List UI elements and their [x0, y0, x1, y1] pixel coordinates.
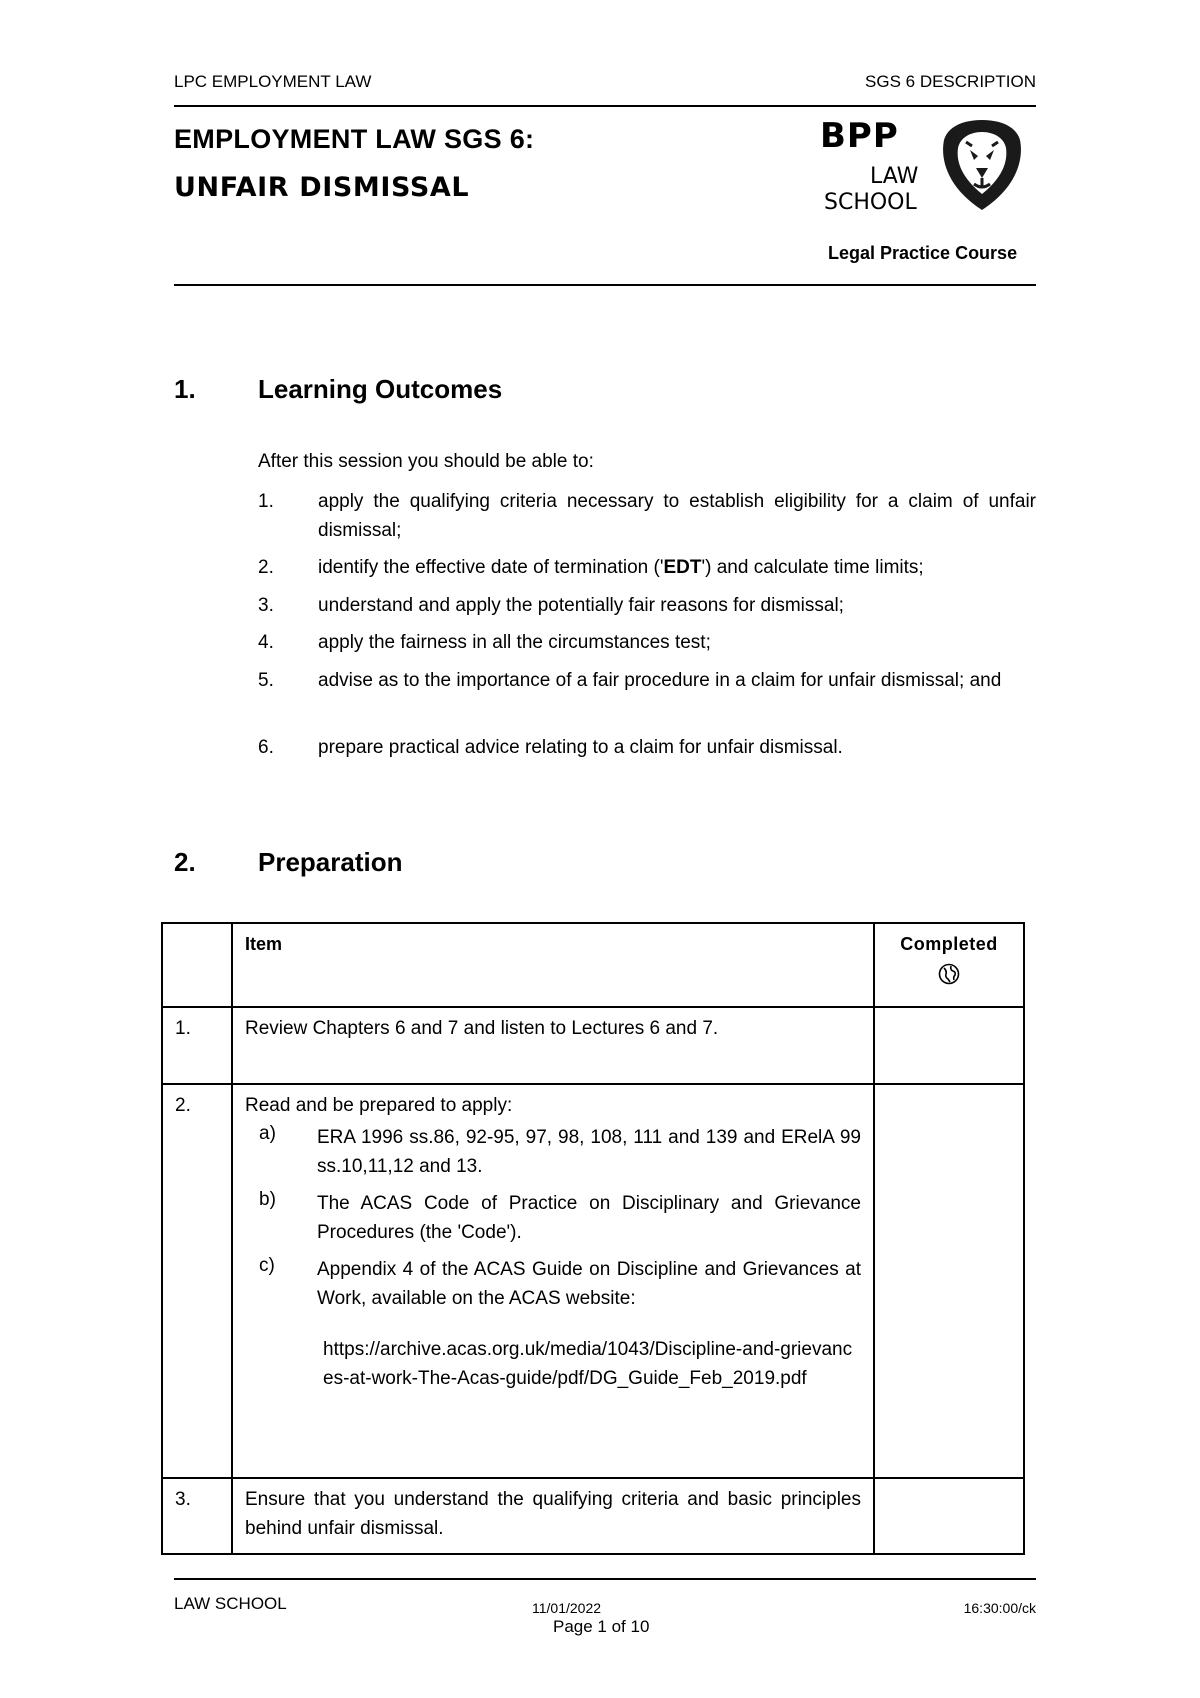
row-number: 1.: [175, 1018, 191, 1039]
sub-item: [245, 1123, 861, 1181]
preparation-table: [161, 922, 1025, 1555]
table-row: [162, 1084, 1024, 1478]
sub-item: [245, 1255, 861, 1313]
row-completed-cell[interactable]: [874, 1007, 1024, 1084]
section-1-number: 1.: [174, 374, 196, 404]
footer-date: 11/01/2022: [532, 1600, 602, 1616]
learning-outcome-number: 6.: [258, 737, 274, 758]
page-number: Page 1 of 10: [553, 1617, 650, 1636]
sub-item-label: a): [259, 1123, 276, 1144]
row-item-text: Read and be prepared to apply:: [245, 1095, 513, 1116]
column-header-completed: Completed: [900, 934, 998, 954]
row-item-cell: [232, 1478, 874, 1554]
header-rule: [174, 105, 1036, 107]
text-run: ') and calculate time limits;: [701, 557, 924, 578]
footer-rule: [174, 1578, 1036, 1580]
logo-law: LAW: [870, 164, 919, 189]
text-run: identify the effective date of termination (': [318, 557, 664, 578]
row-number: 2.: [175, 1095, 191, 1116]
learning-outcome-text: apply the fairness in all the circumstances test;: [318, 632, 711, 653]
row-completed-cell[interactable]: [874, 1478, 1024, 1554]
section-2-number: 2.: [174, 847, 196, 877]
footer-left: LAW SCHOOL: [174, 1594, 287, 1613]
running-header-left: LPC EMPLOYMENT LAW: [174, 72, 372, 91]
footer-code: 16:30:00/ck: [963, 1600, 1036, 1616]
bpp-logo: [820, 116, 1030, 216]
learning-outcomes-intro: After this session you should be able to:: [258, 451, 594, 472]
sub-item-text: Appendix 4 of the ACAS Guide on Discipline and Grievances at Work, available on the ACAS website:: [317, 1259, 861, 1309]
learning-outcome-text: apply the qualifying criteria necessary to establish eligibility for a claim of unfair dismissal;: [318, 491, 1036, 541]
logo-brand: BPP: [820, 116, 899, 156]
sub-item: [245, 1189, 861, 1247]
learning-outcome-number: 5.: [258, 670, 274, 691]
globe-icon: [875, 963, 1023, 991]
table-row: [162, 1478, 1024, 1554]
row-item-cell: [232, 1007, 874, 1084]
learning-outcome-item: [258, 553, 1036, 582]
learning-outcome-item: [258, 591, 1036, 620]
table-header-row: [162, 923, 1024, 1007]
table-header-num-cell: [162, 923, 232, 1007]
document-title-line2: UNFAIR DISMISSAL: [174, 172, 470, 203]
acas-guide-link[interactable]: https://archive.acas.org.uk/media/1043/Discipline-and-grievances-at-work-The-Acas-guide/pdf/DG_Guide_Feb_2019.pdf: [323, 1339, 853, 1389]
row-number: 3.: [175, 1489, 191, 1510]
sub-item-text: The ACAS Code of Practice on Disciplinary and Grievance Procedures (the 'Code').: [317, 1193, 861, 1243]
course-label: Legal Practice Course: [828, 243, 1018, 263]
learning-outcome-text: [318, 553, 1036, 582]
table-header-completed-cell: [874, 923, 1024, 1007]
document-title-line1: EMPLOYMENT LAW SGS 6:: [174, 124, 535, 154]
column-header-item: Item: [245, 934, 283, 954]
row-item-text: Ensure that you understand the qualifying criteria and basic principles behind unfair dismissal.: [245, 1489, 861, 1539]
learning-outcome-item: [258, 733, 1036, 762]
learning-outcome-number: 2.: [258, 557, 274, 578]
title-rule: [174, 284, 1036, 286]
learning-outcome-item: [258, 487, 1036, 545]
row-number-cell: [162, 1007, 232, 1084]
learning-outcome-text: prepare practical advice relating to a claim for unfair dismissal.: [318, 737, 843, 758]
sub-item-label: c): [259, 1255, 275, 1276]
section-2-title: Preparation: [258, 847, 403, 877]
table-row: [162, 1007, 1024, 1084]
running-header-right: SGS 6 DESCRIPTION: [865, 72, 1036, 91]
table-header-item-cell: [232, 923, 874, 1007]
learning-outcome-number: 4.: [258, 632, 274, 653]
sub-item-text: ERA 1996 ss.86, 92-95, 97, 98, 108, 111 and 139 and ERelA 99 ss.10,11,12 and 13.: [317, 1127, 861, 1177]
learning-outcome-item: [258, 666, 1036, 695]
sub-item-label: b): [259, 1189, 276, 1210]
section-1-title: Learning Outcomes: [258, 374, 503, 404]
logo-school: SCHOOL: [824, 190, 917, 215]
row-completed-cell[interactable]: [874, 1084, 1024, 1478]
row-number-cell: [162, 1478, 232, 1554]
learning-outcome-number: 3.: [258, 595, 274, 616]
edt-abbreviation: EDT: [663, 557, 702, 578]
learning-outcome-number: 1.: [258, 491, 274, 512]
learning-outcome-item: [258, 628, 1036, 657]
row-item-text: Review Chapters 6 and 7 and listen to Lectures 6 and 7.: [245, 1018, 719, 1039]
lion-head-shield-icon: [940, 116, 1024, 214]
learning-outcome-text: advise as to the importance of a fair procedure in a claim for unfair dismissal; and: [318, 670, 1002, 691]
row-number-cell: [162, 1084, 232, 1478]
learning-outcome-text: understand and apply the potentially fair reasons for dismissal;: [318, 595, 844, 616]
row-item-cell: [232, 1084, 874, 1478]
